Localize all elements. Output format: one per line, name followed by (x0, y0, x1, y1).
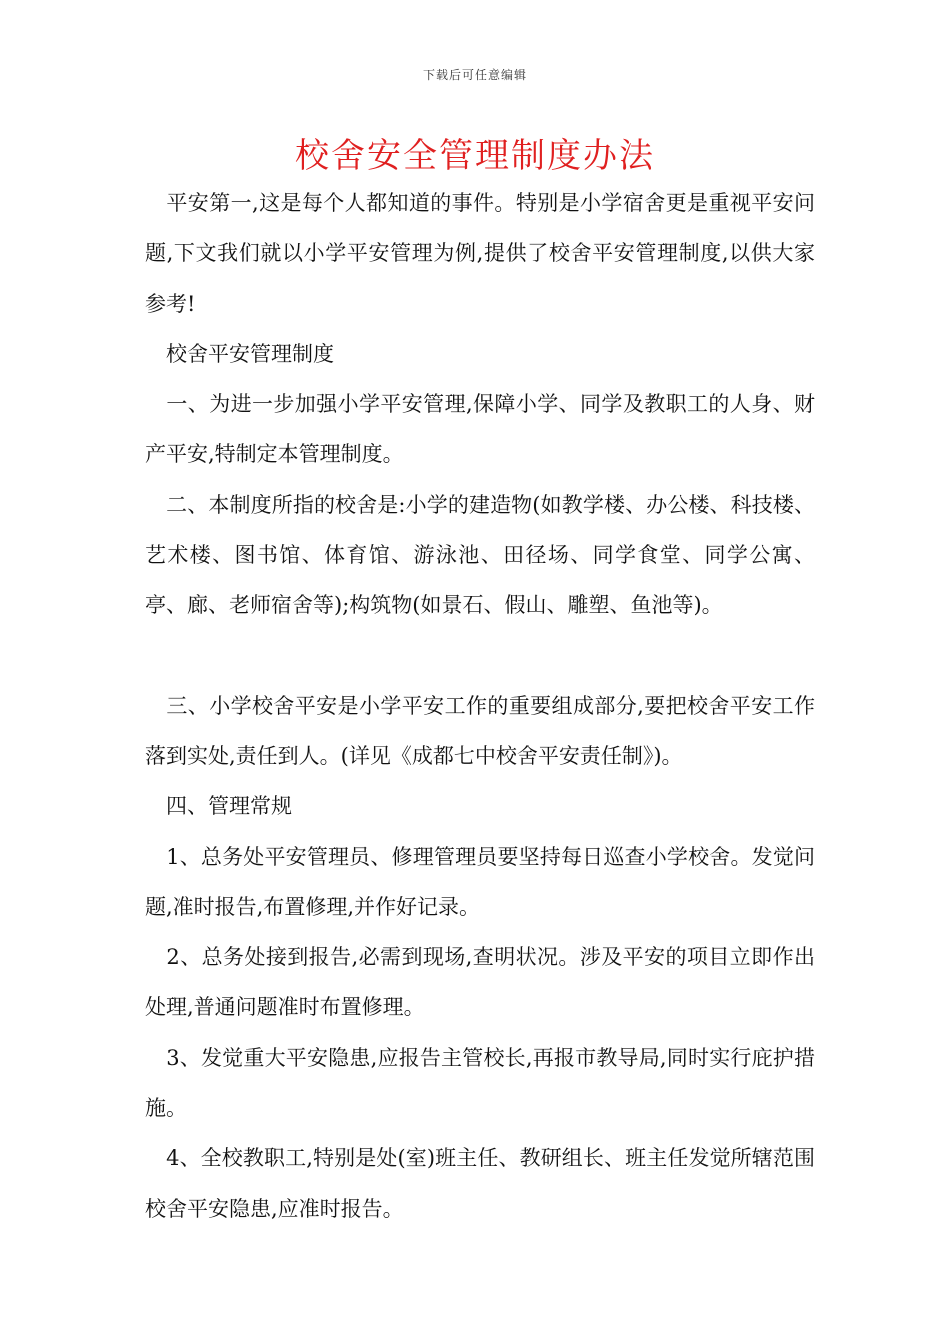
document-body (145, 178, 815, 1234)
paragraph-2 (145, 480, 815, 631)
list-item-4-text: 4、全校教职工,特别是处(室)班主任、教研组长、班主任发觉所辖范围校舍平安隐患,应准时报告。 (145, 1146, 815, 1221)
subheading (145, 329, 815, 379)
list-item-2 (145, 932, 815, 1033)
document-title: 校舍安全管理制度办法 (295, 136, 655, 176)
list-item-3-text: 3、发觉重大平安隐患,应报告主管校长,再报市教导局,同时实行庇护措施。 (145, 1045, 815, 1121)
list-item-3 (145, 1033, 815, 1134)
intro-paragraph (145, 178, 815, 329)
page-header: 下载后可任意编辑 (422, 68, 527, 82)
paragraph-4 (145, 781, 815, 831)
paragraph-1-text: 一、为进一步加强小学平安管理,保障小学、同学及教职工的人身、财产平安,特制定本管理制度。 (145, 392, 815, 467)
paragraph-2-text: 二、本制度所指的校舍是:小学的建造物(如教学楼、办公楼、科技楼、艺术楼、图书馆、体育馆、游泳池、田径场、同学食堂、同学公寓、亭、廊、老师宿舍等);构筑物(如景石、假山、雕塑、鱼池等)。 (145, 492, 816, 618)
paragraph-3-text: 三、小学校舍平安是小学平安工作的重要组成部分,要把校舍平安工作落到实处,责任到人。(详见《成都七中校舍平安责任制》)。 (145, 693, 815, 768)
list-item-4 (145, 1133, 815, 1234)
paragraph-1 (145, 379, 815, 480)
paragraph-4-text: 四、管理常规 (166, 794, 292, 819)
list-item-1 (145, 832, 815, 933)
paragraph-gap (145, 631, 815, 681)
list-item-1-text: 1、总务处平安管理员、修理管理员要坚持每日巡查小学校舍。发觉问题,准时报告,布置修理,并作好记录。 (145, 844, 816, 919)
intro-text: 平安第一,这是每个人都知道的事件。特别是小学宿舍更是重视平安问题,下文我们就以小学平安管理为例,提供了校舍平安管理制度,以供大家参考! (145, 191, 815, 316)
paragraph-3 (145, 681, 815, 782)
list-item-2-text: 2、总务处接到报告,必需到现场,查明状况。涉及平安的项目立即作出处理,普通问题准时布置修理。 (145, 945, 815, 1020)
subheading-text: 校舍平安管理制度 (166, 341, 334, 366)
